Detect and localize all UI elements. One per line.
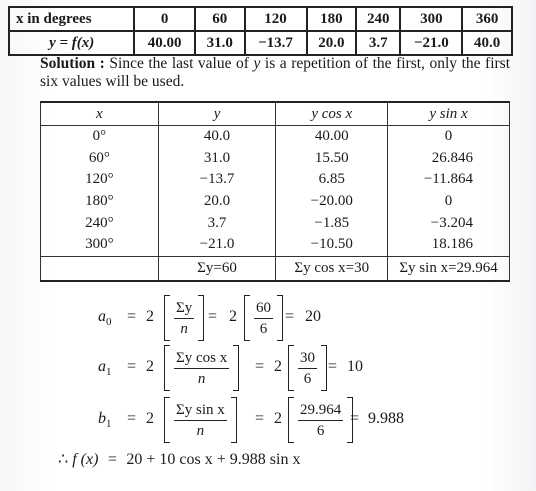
solution-paragraph — [40, 55, 510, 91]
eq-coef: 2 — [274, 358, 282, 375]
sum-row — [41, 256, 510, 281]
eq-sign: = — [350, 410, 360, 427]
eq-sign: = — [328, 358, 338, 375]
cell-x: 0° — [41, 126, 159, 148]
table-row — [41, 169, 510, 191]
table-header-row — [41, 102, 510, 126]
frac-den: n — [197, 370, 206, 387]
cell-ycos: −1.85 — [276, 212, 388, 234]
cell-x: 60° — [41, 148, 159, 170]
bracket-group — [164, 295, 204, 341]
solution-text-2: is a repetition of the first, only the first six values will be used. — [40, 55, 511, 90]
cell-ycos: −20.00 — [276, 191, 388, 213]
eq-sign: = — [285, 308, 295, 325]
eq-coef: 2 — [146, 410, 154, 427]
eq-lhs: $a_0$ — [98, 308, 112, 329]
eq-sign: = — [127, 308, 137, 325]
cell-ycos: −10.50 — [276, 234, 388, 256]
cell-y: −21.0 — [158, 234, 276, 256]
y-cell: 31.0 — [195, 31, 245, 55]
x-cell: 0 — [134, 7, 194, 31]
bracket-group — [244, 295, 283, 341]
bracket-group — [288, 397, 353, 443]
frac-den: 6 — [259, 320, 268, 337]
eq-result: 9.988 — [368, 410, 404, 427]
final-equation — [58, 449, 300, 469]
solution-label: Solution : — [40, 55, 105, 72]
y-header-arg: (x) — [76, 34, 95, 51]
sum-cell-y: Σy=60 — [158, 256, 276, 281]
sum-cell-ysin: Σy sin x=29.964 — [388, 256, 510, 281]
cell-ysin: −11.864 — [388, 169, 510, 191]
frac-num: 29.964 — [298, 401, 343, 421]
cell-ysin: −3.204 — [388, 212, 510, 234]
eq-sign: = — [107, 451, 117, 468]
table-row — [41, 234, 510, 256]
computation-table — [40, 101, 510, 282]
x-cell: 120 — [245, 7, 307, 31]
data-table-top — [8, 6, 513, 56]
equation-b1 — [0, 397, 536, 443]
final-rhs: 20 + 10 cos x + 9.988 sin x — [126, 451, 301, 468]
frac-den: n — [180, 320, 188, 337]
working-section — [0, 287, 536, 491]
table-row — [41, 212, 510, 234]
cell-y: 40.0 — [158, 126, 276, 148]
table-row — [41, 191, 510, 213]
y-cell: 3.7 — [356, 31, 400, 55]
col-header-ysin: y sin x — [388, 102, 510, 126]
y-cell: 40.0 — [462, 31, 512, 55]
x-cell: 300 — [400, 7, 462, 31]
equation-a1 — [0, 345, 536, 391]
cell-ycos: 6.85 — [276, 169, 388, 191]
col-header-ycos: y cos x — [276, 102, 388, 126]
frac-num: 60 — [254, 299, 273, 319]
frac-num: Σy — [174, 299, 194, 319]
y-header-prefix: y = f — [49, 34, 77, 51]
eq-lhs: $b_1$ — [98, 410, 112, 431]
eq-sign: = — [255, 358, 265, 375]
table-row — [41, 126, 510, 148]
eq-coef: 2 — [229, 308, 237, 325]
eq-sign: = — [208, 308, 218, 325]
y-cell: −21.0 — [400, 31, 462, 55]
x-row — [9, 7, 512, 31]
frac-num: Σy sin x — [174, 401, 227, 421]
bracket-group — [288, 345, 327, 391]
x-cell: 240 — [356, 7, 400, 31]
cell-y: 20.0 — [158, 191, 276, 213]
eq-lhs: $a_1$ — [98, 358, 112, 379]
y-cell: 20.0 — [307, 31, 357, 55]
cell-x: 180° — [41, 191, 159, 213]
final-lhs: f (x) — [72, 451, 99, 468]
therefore-symbol: ∴ — [58, 451, 69, 468]
y-cell: 40.00 — [134, 31, 194, 55]
cell-x: 300° — [41, 234, 159, 256]
x-header — [9, 7, 134, 31]
eq-sign: = — [127, 358, 137, 375]
cell-ycos: 40.00 — [276, 126, 388, 148]
table-row — [41, 148, 510, 170]
frac-den: 6 — [316, 422, 325, 439]
x-header-label: x in degrees — [16, 10, 92, 27]
equation-a0 — [0, 295, 536, 341]
cell-ysin: 0 — [388, 191, 510, 213]
frac-den: 6 — [303, 370, 312, 387]
x-cell: 360 — [462, 7, 512, 31]
cell-ycos: 15.50 — [276, 148, 388, 170]
solution-var: y — [253, 55, 261, 72]
cell-x: 240° — [41, 212, 159, 234]
frac-den: n — [196, 422, 205, 439]
bracket-group — [164, 397, 237, 443]
eq-result: 10 — [347, 358, 363, 375]
eq-coef: 2 — [146, 308, 154, 325]
cell-ysin: 0 — [388, 126, 510, 148]
eq-coef: 2 — [274, 410, 282, 427]
sum-cell-x — [41, 256, 159, 281]
col-header-x: x — [41, 102, 159, 126]
solution-text-1: Since the last value of — [109, 55, 249, 72]
y-cell: −13.7 — [245, 31, 307, 55]
cell-y: 31.0 — [158, 148, 276, 170]
eq-result: 20 — [305, 308, 321, 325]
cell-ysin: 26.846 — [388, 148, 510, 170]
eq-coef: 2 — [146, 358, 154, 375]
frac-num: 30 — [298, 349, 317, 369]
cell-y: 3.7 — [158, 212, 276, 234]
x-cell: 180 — [307, 7, 357, 31]
cell-ysin: 18.186 — [388, 234, 510, 256]
eq-sign: = — [255, 410, 265, 427]
cell-y: −13.7 — [158, 169, 276, 191]
cell-x: 120° — [41, 169, 159, 191]
y-row — [9, 31, 512, 55]
y-header — [9, 31, 134, 55]
col-header-y: y — [158, 102, 276, 126]
bracket-group — [164, 345, 239, 391]
frac-num: Σy cos x — [174, 349, 229, 369]
x-cell: 60 — [195, 7, 245, 31]
sum-cell-ycos: Σy cos x=30 — [276, 256, 388, 281]
eq-sign: = — [127, 410, 137, 427]
